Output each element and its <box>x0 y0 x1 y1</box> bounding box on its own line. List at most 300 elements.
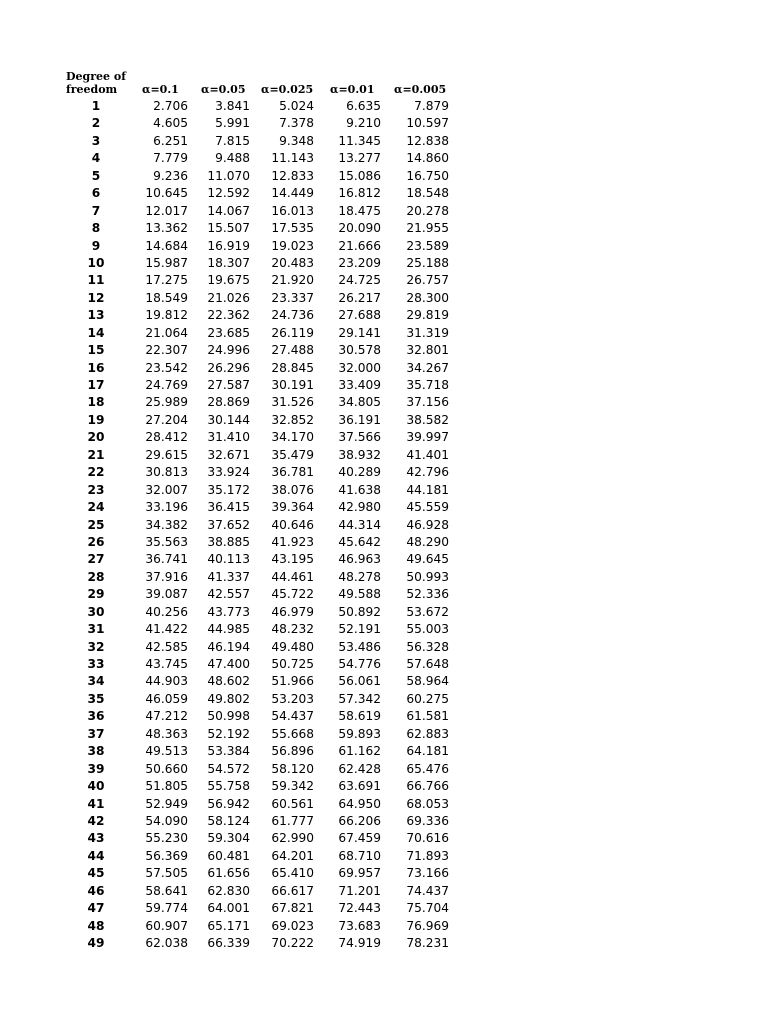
critical-value-cell: 11.070 <box>207 168 250 183</box>
degree-of-freedom-header-line2: freedom <box>66 83 118 96</box>
critical-value-cell: 35.563 <box>145 534 188 549</box>
degree-of-freedom-cell: 5 <box>91 168 101 183</box>
degree-of-freedom-cell: 8 <box>91 221 101 236</box>
critical-value-cell: 44.903 <box>145 674 188 689</box>
critical-value-cell: 38.932 <box>338 447 381 462</box>
critical-value-cell: 23.589 <box>406 238 449 253</box>
critical-value-cell: 40.113 <box>207 552 250 567</box>
degree-of-freedom-cell: 14 <box>87 325 105 340</box>
critical-value-cell: 40.289 <box>338 465 381 480</box>
critical-value-cell: 10.645 <box>145 186 188 201</box>
critical-value-cell: 74.919 <box>338 936 381 950</box>
critical-value-cell: 74.437 <box>406 883 449 898</box>
critical-value-cell: 38.582 <box>406 412 449 427</box>
critical-value-cell: 19.675 <box>207 273 250 288</box>
critical-value-cell: 30.191 <box>271 378 314 392</box>
critical-value-cell: 4.605 <box>153 116 188 131</box>
critical-value-cell: 62.830 <box>207 883 250 898</box>
critical-value-cell: 32.671 <box>207 447 250 462</box>
critical-value-cell: 14.860 <box>406 151 449 166</box>
degree-of-freedom-cell: 24 <box>87 500 105 515</box>
critical-value-cell: 15.086 <box>338 168 381 183</box>
critical-value-cell: 6.251 <box>153 133 188 148</box>
critical-value-cell: 64.201 <box>271 848 314 863</box>
critical-value-cell: 32.000 <box>338 360 381 375</box>
critical-value-cell: 56.061 <box>338 674 381 689</box>
critical-value-cell: 9.210 <box>346 116 381 131</box>
critical-value-cell: 33.409 <box>338 378 381 392</box>
degree-of-freedom-cell: 2 <box>91 116 101 131</box>
degree-of-freedom-cell: 49 <box>87 936 105 950</box>
critical-value-cell: 56.369 <box>145 848 188 863</box>
critical-value-cell: 49.802 <box>207 691 250 706</box>
critical-value-cell: 41.422 <box>145 622 188 637</box>
degree-of-freedom-cell: 11 <box>87 273 105 288</box>
critical-value-cell: 12.592 <box>207 186 250 201</box>
critical-value-cell: 26.119 <box>271 325 314 340</box>
critical-value-cell: 55.668 <box>271 726 314 741</box>
critical-value-cell: 12.017 <box>145 203 188 218</box>
critical-value-cell: 25.188 <box>406 255 449 270</box>
critical-value-cell: 46.963 <box>338 552 381 567</box>
critical-value-cell: 60.561 <box>271 796 314 811</box>
critical-value-cell: 10.597 <box>406 116 449 131</box>
critical-value-cell: 37.916 <box>145 569 188 584</box>
critical-value-cell: 11.143 <box>271 151 314 166</box>
degree-of-freedom-cell: 38 <box>87 744 105 759</box>
critical-value-cell: 27.204 <box>145 412 188 427</box>
critical-value-cell: 54.090 <box>145 813 188 828</box>
critical-value-cell: 58.641 <box>145 883 188 898</box>
critical-value-cell: 46.194 <box>207 639 250 654</box>
critical-value-cell: 31.319 <box>406 325 449 340</box>
critical-value-cell: 56.328 <box>406 639 449 654</box>
critical-value-cell: 64.181 <box>406 744 449 759</box>
degree-of-freedom-cell: 46 <box>87 883 105 898</box>
critical-value-cell: 20.483 <box>271 255 314 270</box>
degree-of-freedom-cell: 6 <box>91 186 101 201</box>
critical-value-cell: 63.691 <box>338 779 381 794</box>
critical-value-cell: 36.781 <box>271 465 314 480</box>
critical-value-cell: 25.989 <box>145 395 188 410</box>
critical-value-cell: 37.652 <box>207 517 250 532</box>
critical-value-cell: 26.757 <box>406 273 449 288</box>
critical-value-cell: 70.222 <box>271 936 314 950</box>
alpha-header-0.025: α=0.025 <box>261 83 314 96</box>
critical-value-cell: 5.991 <box>215 116 250 131</box>
critical-value-cell: 39.364 <box>271 500 314 515</box>
critical-value-cell: 61.162 <box>338 744 381 759</box>
critical-value-cell: 30.813 <box>145 465 188 480</box>
degree-of-freedom-cell: 29 <box>87 587 105 602</box>
critical-value-cell: 14.684 <box>145 238 188 253</box>
critical-value-cell: 49.480 <box>271 639 314 654</box>
critical-value-cell: 19.023 <box>271 238 314 253</box>
degree-of-freedom-cell: 39 <box>87 761 105 776</box>
critical-value-cell: 51.805 <box>145 779 188 794</box>
critical-value-cell: 59.893 <box>338 726 381 741</box>
critical-value-cell: 49.645 <box>406 552 449 567</box>
degree-of-freedom-header <box>66 70 136 96</box>
degree-of-freedom-cell: 18 <box>87 395 105 410</box>
critical-value-cell: 41.923 <box>271 534 314 549</box>
critical-value-cell: 61.656 <box>207 866 250 881</box>
critical-value-cell: 62.428 <box>338 761 381 776</box>
critical-value-cell: 21.064 <box>145 325 188 340</box>
critical-value-cell: 23.542 <box>145 360 188 375</box>
critical-value-cell: 36.415 <box>207 500 250 515</box>
critical-value-cell: 66.339 <box>207 936 250 950</box>
degree-of-freedom-cell: 9 <box>91 238 101 253</box>
critical-value-cell: 38.885 <box>207 534 250 549</box>
critical-value-cell: 50.892 <box>338 604 381 619</box>
critical-value-cell: 35.172 <box>207 482 250 497</box>
critical-value-cell: 38.076 <box>271 482 314 497</box>
degree-of-freedom-cell: 33 <box>87 657 105 671</box>
critical-value-cell: 76.969 <box>406 918 449 933</box>
critical-value-cell: 57.648 <box>406 657 449 671</box>
critical-value-cell: 12.838 <box>406 133 449 148</box>
critical-value-cell: 13.362 <box>145 221 188 236</box>
critical-value-cell: 51.966 <box>271 674 314 689</box>
critical-value-cell: 49.513 <box>145 744 188 759</box>
critical-value-cell: 48.232 <box>271 622 314 637</box>
degree-of-freedom-cell: 15 <box>87 343 105 358</box>
critical-value-cell: 58.124 <box>207 813 250 828</box>
critical-value-cell: 30.578 <box>338 343 381 358</box>
degree-of-freedom-cell: 41 <box>87 796 105 811</box>
critical-value-cell: 64.950 <box>338 796 381 811</box>
critical-value-cell: 36.191 <box>338 412 381 427</box>
critical-value-cell: 48.363 <box>145 726 188 741</box>
critical-value-cell: 7.378 <box>279 116 314 131</box>
critical-value-cell: 59.774 <box>145 901 188 916</box>
critical-value-cell: 45.559 <box>406 500 449 515</box>
degree-of-freedom-cell: 47 <box>87 901 105 916</box>
critical-value-cell: 65.476 <box>406 761 449 776</box>
degree-of-freedom-cell: 42 <box>87 813 105 828</box>
critical-value-cell: 69.023 <box>271 918 314 933</box>
critical-value-cell: 68.053 <box>406 796 449 811</box>
critical-value-cell: 54.572 <box>207 761 250 776</box>
critical-value-cell: 41.337 <box>207 569 250 584</box>
critical-value-cell: 29.615 <box>145 447 188 462</box>
critical-value-cell: 55.230 <box>145 831 188 846</box>
critical-value-cell: 50.725 <box>271 657 314 671</box>
critical-value-cell: 62.883 <box>406 726 449 741</box>
critical-value-cell: 54.437 <box>271 709 314 724</box>
critical-value-cell: 16.812 <box>338 186 381 201</box>
critical-value-cell: 45.722 <box>271 587 314 602</box>
critical-value-cell: 48.290 <box>406 534 449 549</box>
critical-value-cell: 41.638 <box>338 482 381 497</box>
critical-value-cell: 28.845 <box>271 360 314 375</box>
critical-value-cell: 37.156 <box>406 395 449 410</box>
critical-value-cell: 48.602 <box>207 674 250 689</box>
critical-value-cell: 13.277 <box>338 151 381 166</box>
alpha-header-0.05: α=0.05 <box>201 83 246 96</box>
critical-value-cell: 73.683 <box>338 918 381 933</box>
degree-of-freedom-cell: 7 <box>91 203 101 218</box>
critical-value-cell: 40.256 <box>145 604 188 619</box>
critical-value-cell: 57.342 <box>338 691 381 706</box>
critical-value-cell: 24.725 <box>338 273 381 288</box>
degree-of-freedom-cell: 34 <box>87 674 105 689</box>
critical-value-cell: 47.400 <box>207 657 250 671</box>
critical-value-cell: 55.003 <box>406 622 449 637</box>
critical-value-cell: 60.481 <box>207 848 250 863</box>
critical-value-cell: 46.059 <box>145 691 188 706</box>
critical-value-cell: 70.616 <box>406 831 449 846</box>
critical-value-cell: 44.314 <box>338 517 381 532</box>
critical-value-cell: 52.192 <box>207 726 250 741</box>
critical-value-cell: 23.685 <box>207 325 250 340</box>
critical-value-cell: 59.304 <box>207 831 250 846</box>
critical-value-cell: 58.619 <box>338 709 381 724</box>
critical-value-cell: 65.171 <box>207 918 250 933</box>
degree-of-freedom-cell: 23 <box>87 482 105 497</box>
critical-value-cell: 58.120 <box>271 761 314 776</box>
critical-value-cell: 22.307 <box>145 343 188 358</box>
degree-of-freedom-cell: 13 <box>87 308 105 323</box>
critical-value-cell: 7.815 <box>215 133 250 148</box>
critical-value-cell: 52.191 <box>338 622 381 637</box>
critical-value-cell: 47.212 <box>145 709 188 724</box>
degree-of-freedom-cell: 22 <box>87 465 105 480</box>
degree-of-freedom-cell: 1 <box>91 99 101 113</box>
critical-value-cell: 24.769 <box>145 378 188 392</box>
critical-value-cell: 67.821 <box>271 901 314 916</box>
degree-of-freedom-cell: 20 <box>87 430 105 445</box>
critical-value-cell: 62.038 <box>145 936 188 950</box>
degree-of-freedom-cell: 21 <box>87 447 105 462</box>
critical-value-cell: 44.461 <box>271 569 314 584</box>
critical-value-cell: 42.796 <box>406 465 449 480</box>
critical-value-cell: 16.750 <box>406 168 449 183</box>
degree-of-freedom-cell: 16 <box>87 360 105 375</box>
critical-value-cell: 14.067 <box>207 203 250 218</box>
critical-value-cell: 45.642 <box>338 534 381 549</box>
critical-value-cell: 44.985 <box>207 622 250 637</box>
critical-value-cell: 78.231 <box>406 936 449 950</box>
degree-of-freedom-cell: 19 <box>87 412 105 427</box>
critical-value-cell: 9.236 <box>153 168 188 183</box>
critical-value-cell: 40.646 <box>271 517 314 532</box>
critical-value-cell: 52.949 <box>145 796 188 811</box>
critical-value-cell: 20.090 <box>338 221 381 236</box>
critical-value-cell: 52.336 <box>406 587 449 602</box>
degree-of-freedom-cell: 27 <box>87 552 105 567</box>
critical-value-cell: 3.841 <box>215 99 250 113</box>
critical-value-cell: 15.987 <box>145 255 188 270</box>
critical-value-cell: 35.479 <box>271 447 314 462</box>
critical-value-cell: 21.955 <box>406 221 449 236</box>
degree-of-freedom-cell: 26 <box>87 534 105 549</box>
critical-value-cell: 58.964 <box>406 674 449 689</box>
critical-value-cell: 43.195 <box>271 552 314 567</box>
critical-value-cell: 61.581 <box>406 709 449 724</box>
critical-value-cell: 26.217 <box>338 290 381 305</box>
critical-value-cell: 34.267 <box>406 360 449 375</box>
critical-value-cell: 55.758 <box>207 779 250 794</box>
critical-value-cell: 23.337 <box>271 290 314 305</box>
alpha-header-0.005: α=0.005 <box>394 83 447 96</box>
critical-value-cell: 7.779 <box>153 151 188 166</box>
critical-value-cell: 46.928 <box>406 517 449 532</box>
critical-value-cell: 44.181 <box>406 482 449 497</box>
critical-value-cell: 20.278 <box>406 203 449 218</box>
critical-value-cell: 62.990 <box>271 831 314 846</box>
critical-value-cell: 35.718 <box>406 378 449 392</box>
degree-of-freedom-cell: 17 <box>87 378 105 392</box>
critical-value-cell: 71.893 <box>406 848 449 863</box>
critical-value-cell: 30.144 <box>207 412 250 427</box>
critical-value-cell: 34.805 <box>338 395 381 410</box>
critical-value-cell: 9.348 <box>279 133 314 148</box>
critical-value-cell: 15.507 <box>207 221 250 236</box>
degree-of-freedom-cell: 28 <box>87 569 105 584</box>
critical-value-cell: 24.736 <box>271 308 314 323</box>
critical-value-cell: 50.660 <box>145 761 188 776</box>
critical-value-cell: 32.852 <box>271 412 314 427</box>
degree-of-freedom-cell: 31 <box>87 622 105 637</box>
critical-value-cell: 29.819 <box>406 308 449 323</box>
degree-of-freedom-cell: 32 <box>87 639 105 654</box>
degree-of-freedom-cell: 35 <box>87 691 105 706</box>
critical-value-cell: 34.382 <box>145 517 188 532</box>
critical-value-cell: 27.587 <box>207 378 250 392</box>
critical-value-cell: 37.566 <box>338 430 381 445</box>
critical-value-cell: 21.026 <box>207 290 250 305</box>
critical-value-cell: 69.957 <box>338 866 381 881</box>
critical-value-cell: 18.307 <box>207 255 250 270</box>
critical-value-cell: 21.920 <box>271 273 314 288</box>
critical-value-cell: 2.706 <box>153 99 188 113</box>
degree-of-freedom-cell: 3 <box>91 133 101 148</box>
degree-of-freedom-cell: 40 <box>87 779 105 794</box>
critical-value-cell: 34.170 <box>271 430 314 445</box>
critical-value-cell: 53.486 <box>338 639 381 654</box>
critical-value-cell: 32.801 <box>406 343 449 358</box>
critical-value-cell: 36.741 <box>145 552 188 567</box>
critical-value-cell: 18.549 <box>145 290 188 305</box>
critical-value-cell: 56.896 <box>271 744 314 759</box>
critical-value-cell: 54.776 <box>338 657 381 671</box>
critical-value-cell: 16.013 <box>271 203 314 218</box>
critical-value-cell: 27.488 <box>271 343 314 358</box>
critical-value-cell: 24.996 <box>207 343 250 358</box>
degree-of-freedom-cell: 36 <box>87 709 105 724</box>
critical-value-cell: 28.869 <box>207 395 250 410</box>
critical-value-cell: 57.505 <box>145 866 188 881</box>
critical-value-cell: 66.206 <box>338 813 381 828</box>
degree-of-freedom-cell: 48 <box>87 918 105 933</box>
critical-value-cell: 11.345 <box>338 133 381 148</box>
critical-value-cell: 18.548 <box>406 186 449 201</box>
critical-value-cell: 50.993 <box>406 569 449 584</box>
critical-value-cell: 17.275 <box>145 273 188 288</box>
critical-value-cell: 39.997 <box>406 430 449 445</box>
critical-value-cell: 16.919 <box>207 238 250 253</box>
critical-value-cell: 53.203 <box>271 691 314 706</box>
critical-value-cell: 31.410 <box>207 430 250 445</box>
critical-value-cell: 73.166 <box>406 866 449 881</box>
degree-of-freedom-cell: 4 <box>91 151 101 166</box>
critical-value-cell: 67.459 <box>338 831 381 846</box>
critical-value-cell: 9.488 <box>215 151 250 166</box>
critical-value-cell: 61.777 <box>271 813 314 828</box>
critical-value-cell: 32.007 <box>145 482 188 497</box>
degree-of-freedom-cell: 25 <box>87 517 105 532</box>
critical-value-cell: 42.980 <box>338 500 381 515</box>
critical-value-cell: 53.384 <box>207 744 250 759</box>
critical-value-cell: 17.535 <box>271 221 314 236</box>
degree-of-freedom-cell: 10 <box>87 255 105 270</box>
critical-value-cell: 60.907 <box>145 918 188 933</box>
critical-value-cell: 43.773 <box>207 604 250 619</box>
critical-value-cell: 49.588 <box>338 587 381 602</box>
critical-value-cell: 33.196 <box>145 500 188 515</box>
critical-value-cell: 72.443 <box>338 901 381 916</box>
critical-value-cell: 21.666 <box>338 238 381 253</box>
critical-value-cell: 41.401 <box>406 447 449 462</box>
critical-value-cell: 26.296 <box>207 360 250 375</box>
critical-value-cell: 7.879 <box>414 99 449 113</box>
critical-value-cell: 27.688 <box>338 308 381 323</box>
critical-value-cell: 22.362 <box>207 308 250 323</box>
critical-value-cell: 66.617 <box>271 883 314 898</box>
degree-of-freedom-cell: 44 <box>87 848 105 863</box>
degree-of-freedom-header-line1: Degree of <box>66 70 126 83</box>
critical-value-cell: 31.526 <box>271 395 314 410</box>
critical-value-cell: 28.412 <box>145 430 188 445</box>
critical-value-cell: 43.745 <box>145 657 188 671</box>
critical-value-cell: 19.812 <box>145 308 188 323</box>
critical-value-cell: 65.410 <box>271 866 314 881</box>
critical-value-cell: 66.766 <box>406 779 449 794</box>
critical-value-cell: 29.141 <box>338 325 381 340</box>
critical-value-cell: 39.087 <box>145 587 188 602</box>
degree-of-freedom-cell: 12 <box>87 290 105 305</box>
degree-of-freedom-cell: 30 <box>87 604 105 619</box>
critical-value-cell: 18.475 <box>338 203 381 218</box>
critical-value-cell: 46.979 <box>271 604 314 619</box>
critical-value-cell: 12.833 <box>271 168 314 183</box>
critical-value-cell: 42.557 <box>207 587 250 602</box>
critical-value-cell: 6.635 <box>346 99 381 113</box>
critical-value-cell: 75.704 <box>406 901 449 916</box>
degree-of-freedom-cell: 43 <box>87 831 105 846</box>
critical-value-cell: 5.024 <box>279 99 314 113</box>
critical-value-cell: 23.209 <box>338 255 381 270</box>
critical-value-cell: 50.998 <box>207 709 250 724</box>
critical-value-cell: 71.201 <box>338 883 381 898</box>
critical-value-cell: 53.672 <box>406 604 449 619</box>
degree-of-freedom-cell: 37 <box>87 726 105 741</box>
critical-value-cell: 48.278 <box>338 569 381 584</box>
critical-value-cell: 42.585 <box>145 639 188 654</box>
critical-value-cell: 68.710 <box>338 848 381 863</box>
critical-value-cell: 69.336 <box>406 813 449 828</box>
critical-value-cell: 60.275 <box>406 691 449 706</box>
critical-value-cell: 33.924 <box>207 465 250 480</box>
degree-of-freedom-cell: 45 <box>87 866 105 881</box>
critical-value-cell: 64.001 <box>207 901 250 916</box>
critical-value-cell: 28.300 <box>406 290 449 305</box>
critical-value-cell: 59.342 <box>271 779 314 794</box>
critical-value-cell: 14.449 <box>271 186 314 201</box>
alpha-header-0.1: α=0.1 <box>142 83 179 96</box>
